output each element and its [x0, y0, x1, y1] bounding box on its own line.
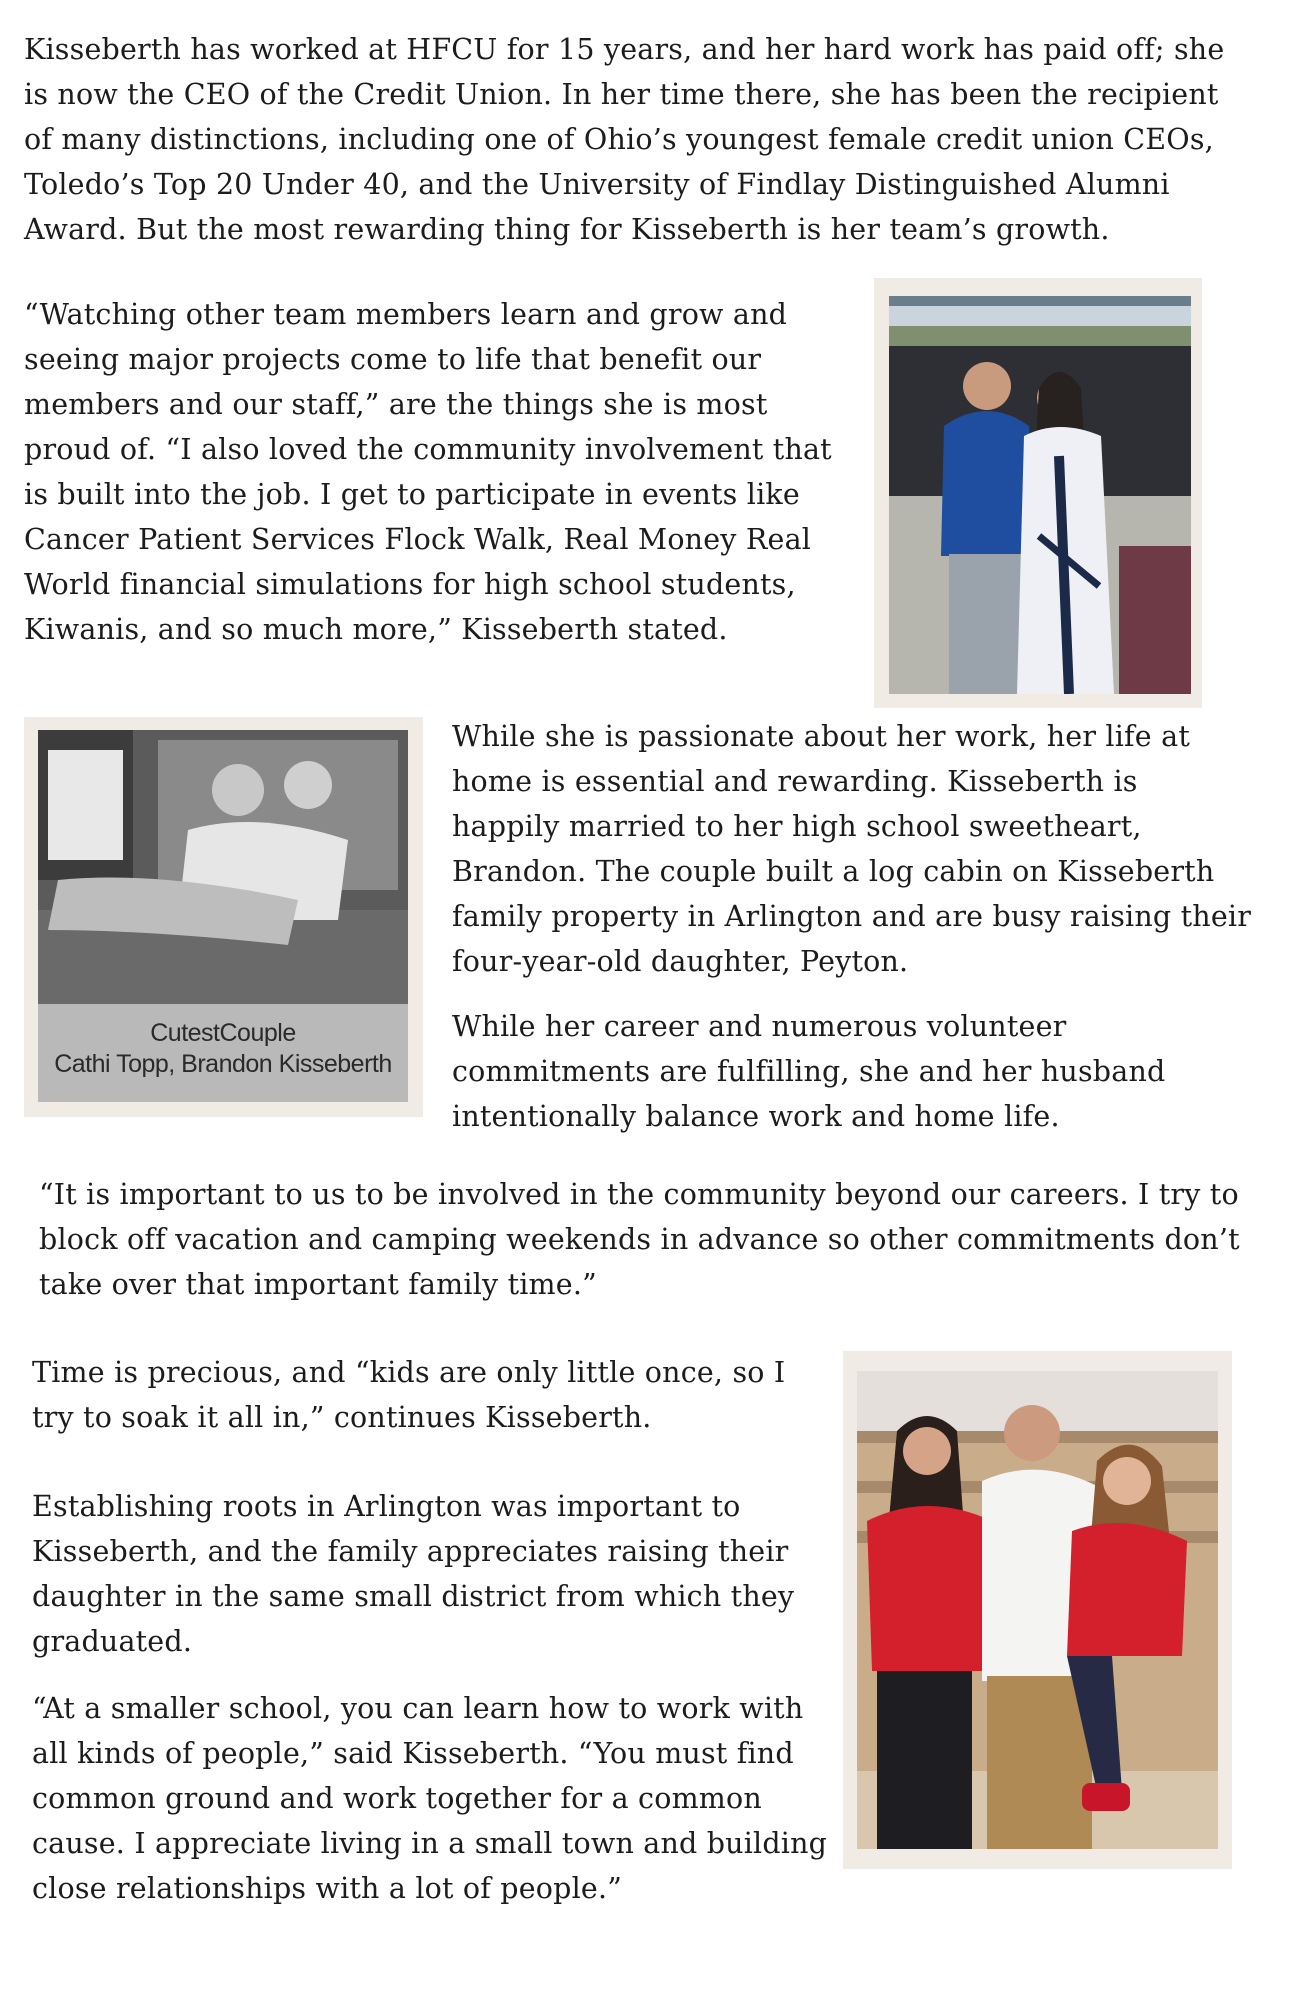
paragraph-roots: Establishing roots in Arlington was important to Kisseberth, and the family appreciates raising their daughter in the same small district from which they graduated.	[32, 1490, 795, 1658]
paragraph-balance: While her career and numerous volunteer commitments are fulfilling, she and her husband intentionally balance work and home life.	[452, 1010, 1166, 1133]
paragraph-career: Kisseberth has worked at HFCU for 15 years, and her hard work has paid off; she is now the CEO of the Credit Union. In her time there, she has been the recipient of many distinctions, including one of Ohio’s youngest female credit union CEOs, Toledo’s Top 20 Under 40, and the University of Findlay Distinguished Alumni Award. But the most rewarding thing for Kisseberth is her team’s growth.	[24, 33, 1225, 246]
yearbook-caption-names: Cathi Topp, Brandon Kisseberth	[54, 1050, 392, 1078]
family-photo	[857, 1371, 1218, 1849]
yearbook-caption	[38, 1004, 408, 1102]
paragraph-time-precious: Time is precious, and “kids are only little once, so I try to soak it all in,” continues Kisseberth.	[32, 1356, 786, 1434]
paragraph-team-quote: “Watching other team members learn and grow and seeing major projects come to life that benefit our members and our staff,” are the things she is most proud of. “I also loved the community involvement that is built into the job. I get to participate in events like Cancer Patient Services Flock Walk, Real Money Real World financial simulations for high school students, Kiwanis, and so much more,” Kisseberth stated.	[24, 298, 832, 646]
paragraph-home-life: While she is passionate about her work, her life at home is essential and rewarding. Kisseberth is happily married to her high school sweetheart, Brandon. The couple built a log cabin on Kisseberth family property in Arlington and are busy raising their four-year-old daughter, Peyton.	[452, 720, 1252, 978]
paragraph-family-quote: “It is important to us to be involved in the community beyond our careers. I try to block off vacation and camping weekends in advance so other commitments don’t take over that important family time.”	[39, 1178, 1240, 1301]
couple-photo	[889, 296, 1191, 694]
yearbook-photo	[38, 730, 408, 1102]
paragraph-small-school-quote: “At a smaller school, you can learn how to work with all kinds of people,” said Kisseberth. “You must find common ground and work together for a common cause. I appreciate living in a small town and building close relationships with a lot of people.”	[32, 1692, 828, 1905]
yearbook-caption-title: CutestCouple	[150, 1019, 296, 1047]
